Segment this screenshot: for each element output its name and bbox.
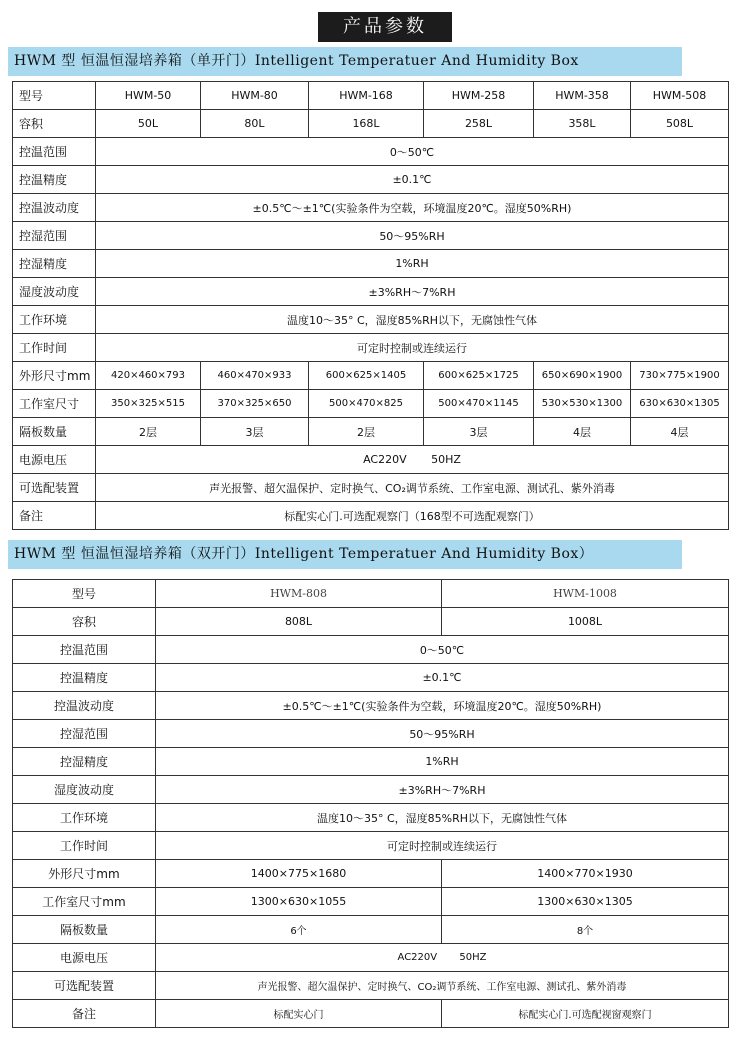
row-label: 可选配装置 xyxy=(13,474,96,502)
row-label: 控温波动度 xyxy=(13,692,156,720)
volume-cell: 1008L xyxy=(442,608,729,636)
row-label: 备注 xyxy=(13,1000,156,1028)
model-cell: HWM-168 xyxy=(309,82,424,110)
value-cell: 50～95%RH xyxy=(96,222,729,250)
row-label: 备注 xyxy=(13,502,96,530)
value-cell: 0～50℃ xyxy=(156,636,729,664)
table-row xyxy=(13,636,729,664)
model-cell: HWM-1008 xyxy=(442,580,729,608)
inner-size-cell: 370×325×650 xyxy=(201,390,309,418)
table-row xyxy=(13,832,729,860)
row-label: 可选配装置 xyxy=(13,972,156,1000)
value-cell: 1%RH xyxy=(96,250,729,278)
table-row xyxy=(13,390,729,418)
outer-size-cell: 460×470×933 xyxy=(201,362,309,390)
value-cell: 声光报警、超欠温保护、定时换气、CO₂调节系统、工作室电源、测试孔、紫外消毒 xyxy=(96,474,729,502)
value-cell: 温度10～35° C，湿度85%RH以下，无腐蚀性气体 xyxy=(96,306,729,334)
row-label: 工作室尺寸 xyxy=(13,390,96,418)
row-label: 湿度波动度 xyxy=(13,278,96,306)
value-cell: AC220V 50HZ xyxy=(96,446,729,474)
section1-banner: HWM 型 恒温恒湿培养箱（单开门）Intelligent Temperatuer And Humidity Box xyxy=(8,47,682,76)
table-row xyxy=(13,776,729,804)
value-cell: 可定时控制或连续运行 xyxy=(96,334,729,362)
table-row xyxy=(13,138,729,166)
row-label: 控湿范围 xyxy=(13,720,156,748)
value-cell: 声光报警、超欠温保护、定时换气、CO₂调节系统、工作室电源、测试孔、紫外消毒 xyxy=(156,972,729,1000)
table-row xyxy=(13,306,729,334)
model-cell: HWM-258 xyxy=(424,82,534,110)
table-row xyxy=(13,580,729,608)
outer-size-cell: 1400×770×1930 xyxy=(442,860,729,888)
table-row xyxy=(13,720,729,748)
table-row xyxy=(13,362,729,390)
row-label: 控湿精度 xyxy=(13,748,156,776)
shelves-cell: 2层 xyxy=(96,418,201,446)
row-label: 容积 xyxy=(13,110,96,138)
outer-size-cell: 600×625×1405 xyxy=(309,362,424,390)
table-row xyxy=(13,278,729,306)
inner-size-cell: 1300×630×1305 xyxy=(442,888,729,916)
volume-cell: 80L xyxy=(201,110,309,138)
volume-cell: 258L xyxy=(424,110,534,138)
inner-size-cell: 350×325×515 xyxy=(96,390,201,418)
row-label: 工作环境 xyxy=(13,306,96,334)
row-label: 控温精度 xyxy=(13,664,156,692)
table-row xyxy=(13,418,729,446)
volume-cell: 50L xyxy=(96,110,201,138)
table-row xyxy=(13,972,729,1000)
row-label: 工作时间 xyxy=(13,334,96,362)
table-row xyxy=(13,334,729,362)
inner-size-cell: 500×470×1145 xyxy=(424,390,534,418)
volume-cell: 808L xyxy=(156,608,442,636)
value-cell: AC220V 50HZ xyxy=(156,944,729,972)
table-row xyxy=(13,222,729,250)
outer-size-cell: 1400×775×1680 xyxy=(156,860,442,888)
value-cell: ±0.5℃～±1℃(实验条件为空载，环境温度20℃。湿度50%RH) xyxy=(156,692,729,720)
table-row xyxy=(13,110,729,138)
value-cell: ±0.5℃～±1℃(实验条件为空载，环境温度20℃。湿度50%RH) xyxy=(96,194,729,222)
row-label: 控湿精度 xyxy=(13,250,96,278)
row-label: 控温范围 xyxy=(13,636,156,664)
table-row xyxy=(13,860,729,888)
row-label: 外形尺寸mm xyxy=(13,860,156,888)
row-label: 工作室尺寸mm xyxy=(13,888,156,916)
table-row xyxy=(13,804,729,832)
value-cell: 温度10～35° C，湿度85%RH以下，无腐蚀性气体 xyxy=(156,804,729,832)
inner-size-cell: 530×530×1300 xyxy=(534,390,631,418)
inner-size-cell: 1300×630×1055 xyxy=(156,888,442,916)
shelves-cell: 4层 xyxy=(534,418,631,446)
model-cell: HWM-80 xyxy=(201,82,309,110)
table-row xyxy=(13,888,729,916)
volume-cell: 358L xyxy=(534,110,631,138)
table-row xyxy=(13,194,729,222)
row-label: 电源电压 xyxy=(13,446,96,474)
row-label: 型号 xyxy=(13,82,96,110)
value-cell: 可定时控制或连续运行 xyxy=(156,832,729,860)
inner-size-cell: 500×470×825 xyxy=(309,390,424,418)
table-row xyxy=(13,82,729,110)
table-row xyxy=(13,692,729,720)
row-label: 湿度波动度 xyxy=(13,776,156,804)
value-cell: 标配实心门.可选配观察门（168型不可选配观察门） xyxy=(96,502,729,530)
shelves-cell: 8个 xyxy=(442,916,729,944)
row-label: 控温精度 xyxy=(13,166,96,194)
value-cell: ±0.1℃ xyxy=(156,664,729,692)
shelves-cell: 6个 xyxy=(156,916,442,944)
table-row xyxy=(13,446,729,474)
row-label: 控湿范围 xyxy=(13,222,96,250)
row-label: 电源电压 xyxy=(13,944,156,972)
value-cell: 0～50℃ xyxy=(96,138,729,166)
remark-cell: 标配实心门 xyxy=(156,1000,442,1028)
shelves-cell: 2层 xyxy=(309,418,424,446)
row-label: 容积 xyxy=(13,608,156,636)
section2-banner: HWM 型 恒温恒湿培养箱（双开门）Intelligent Temperatuer And Humidity Box） xyxy=(8,540,682,569)
volume-cell: 508L xyxy=(631,110,729,138)
outer-size-cell: 650×690×1900 xyxy=(534,362,631,390)
value-cell: 1%RH xyxy=(156,748,729,776)
model-cell: HWM-358 xyxy=(534,82,631,110)
spec-table-double-door xyxy=(12,579,729,1028)
shelves-cell: 4层 xyxy=(631,418,729,446)
outer-size-cell: 730×775×1900 xyxy=(631,362,729,390)
outer-size-cell: 600×625×1725 xyxy=(424,362,534,390)
row-label: 控温范围 xyxy=(13,138,96,166)
row-label: 隔板数量 xyxy=(13,916,156,944)
outer-size-cell: 420×460×793 xyxy=(96,362,201,390)
table-row xyxy=(13,502,729,530)
inner-size-cell: 630×630×1305 xyxy=(631,390,729,418)
table-row xyxy=(13,474,729,502)
value-cell: ±3%RH～7%RH xyxy=(156,776,729,804)
value-cell: 50～95%RH xyxy=(156,720,729,748)
table-row xyxy=(13,1000,729,1028)
table-row xyxy=(13,166,729,194)
model-cell: HWM-808 xyxy=(156,580,442,608)
model-cell: HWM-508 xyxy=(631,82,729,110)
spec-table-single-door xyxy=(12,81,729,530)
table-row xyxy=(13,250,729,278)
row-label: 工作时间 xyxy=(13,832,156,860)
model-cell: HWM-50 xyxy=(96,82,201,110)
row-label: 型号 xyxy=(13,580,156,608)
table-row xyxy=(13,608,729,636)
value-cell: ±0.1℃ xyxy=(96,166,729,194)
row-label: 外形尺寸mm xyxy=(13,362,96,390)
table-row xyxy=(13,916,729,944)
page-title: 产品参数 xyxy=(318,12,452,42)
row-label: 隔板数量 xyxy=(13,418,96,446)
value-cell: ±3%RH～7%RH xyxy=(96,278,729,306)
table-row xyxy=(13,944,729,972)
shelves-cell: 3层 xyxy=(424,418,534,446)
row-label: 工作环境 xyxy=(13,804,156,832)
table-row xyxy=(13,664,729,692)
row-label: 控温波动度 xyxy=(13,194,96,222)
table-row xyxy=(13,748,729,776)
shelves-cell: 3层 xyxy=(201,418,309,446)
remark-cell: 标配实心门.可选配视窗观察门 xyxy=(442,1000,729,1028)
volume-cell: 168L xyxy=(309,110,424,138)
